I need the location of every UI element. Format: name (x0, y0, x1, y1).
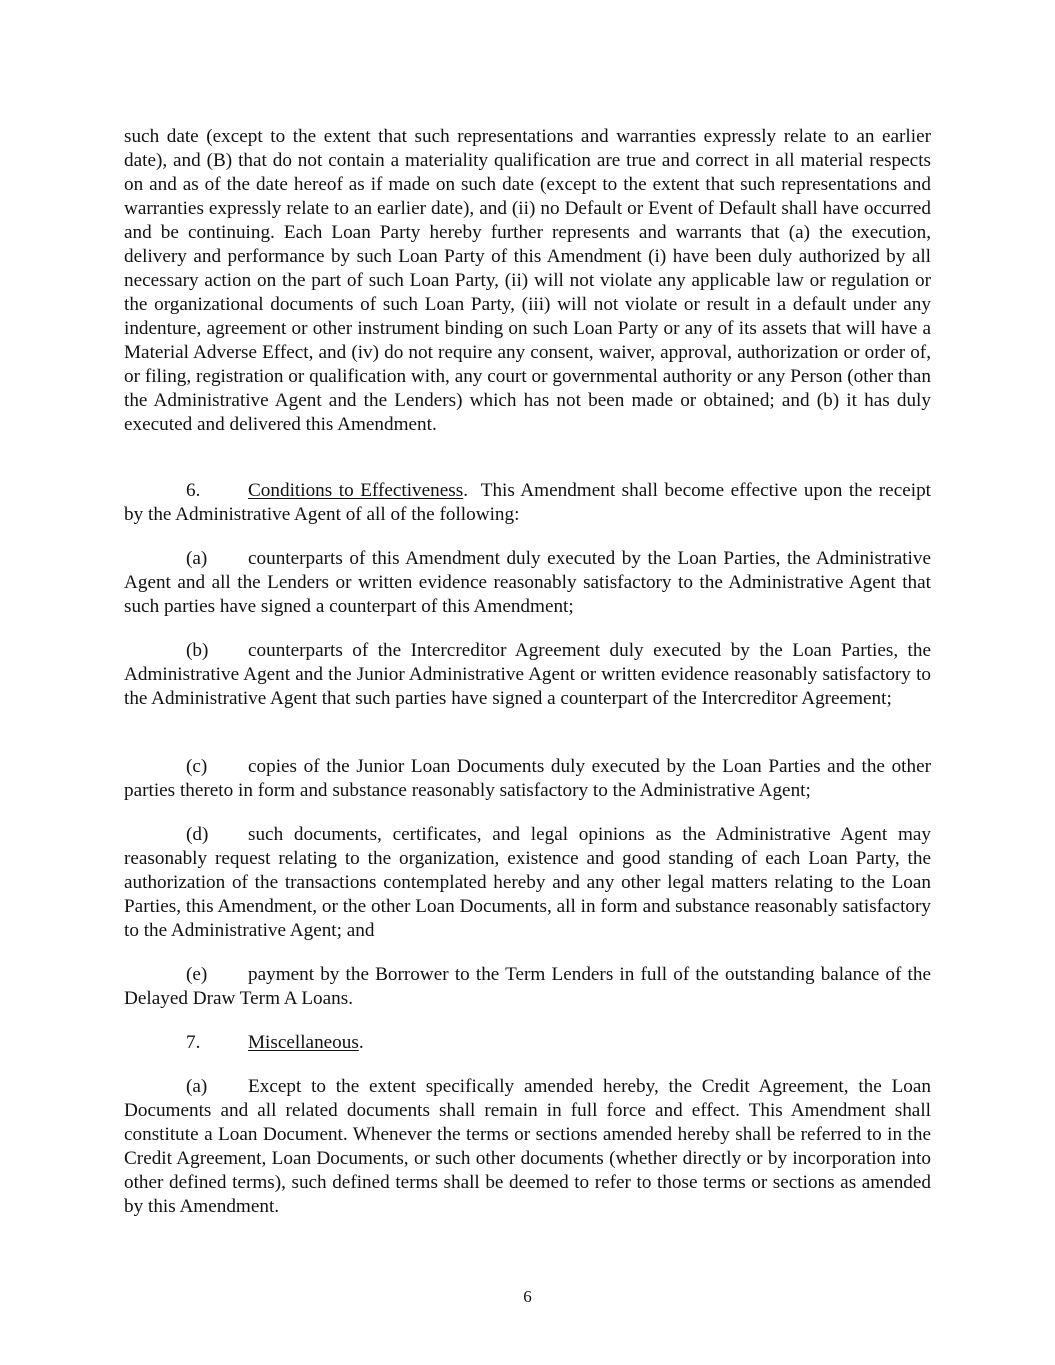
carryover-paragraph: such date (except to the extent that such representations and warranties expressly relate to an earlier date), and (B) that do not contain a materiality qualification are true and correct in all material respects on and as of the date hereof as if made on such date (except to the extent that such representations and warranties expressly relate to an earlier date), and (ii) no Default or Event of Default shall have occurred and be continuing. Each Loan Party hereby further represents and warrants that (a) the execution, delivery and performance by such Loan Party of this Amendment (i) have been duly authorized by all necessary action on the part of such Loan Party, (ii) will not violate any applicable law or regulation or the organizational documents of such Loan Party, (iii) will not violate or result in a default under any indenture, agreement or other instrument binding on such Loan Party or any of its assets that will have a Material Adverse Effect, and (iv) do not require any consent, waiver, approval, authorization or order of, or filing, registration or qualification with, any court or governmental authority or any Person (other than the Administrative Agent and the Lenders) which has not been made or obtained; and (b) it has duly executed and delivered this Amendment. (124, 126, 931, 435)
item-label: (c) (186, 756, 208, 777)
section-6-paragraph (124, 479, 931, 527)
item-label: (a) (186, 548, 208, 569)
section-6-text: This Amendment shall become effective upon the receipt by the Administrative Agent of all of the following: (124, 480, 931, 525)
item-text: counterparts of this Amendment duly executed by the Loan Parties, the Administrative Agent and all the Lenders or written evidence reasonably satisfactory to the Administrative Agent that such parties have signed a counterpart of this Amendment; (124, 548, 931, 617)
section-7-paragraph (124, 1031, 931, 1055)
section-6-item-a (124, 547, 931, 619)
section-7-heading-punct: . (358, 1032, 364, 1053)
section-6-number: 6. (186, 480, 201, 501)
item-label: (b) (186, 640, 209, 661)
section-6-heading: Conditions to Effectiveness (248, 480, 464, 501)
section-6-heading-punct: . (463, 480, 469, 501)
section-7-number: 7. (186, 1032, 201, 1053)
section-6-item-c (124, 755, 931, 803)
item-text: copies of the Junior Loan Documents duly executed by the Loan Parties and the other parties thereto in form and substance reasonably satisfactory to the Administrative Agent; (124, 756, 931, 801)
item-label: (e) (186, 964, 208, 985)
item-text: payment by the Borrower to the Term Lenders in full of the outstanding balance of the Delayed Draw Term A Loans. (124, 964, 931, 1009)
section-6-item-d (124, 823, 931, 943)
item-text: such documents, certificates, and legal opinions as the Administrative Agent may reasonably request relating to the organization, existence and good standing of each Loan Party, the authorization of the transactions contemplated hereby and any other legal matters relating to the Loan Parties, this Amendment, or the other Loan Documents, all in form and substance reasonably satisfactory to the Administrative Agent; and (124, 824, 931, 941)
section-6-item-e (124, 963, 931, 1011)
item-label: (a) (186, 1076, 208, 1097)
page-number: 6 (523, 1287, 532, 1306)
section-7-item-a (124, 1075, 931, 1219)
section-6-item-b (124, 639, 931, 711)
item-label: (d) (186, 824, 209, 845)
section-7-heading: Miscellaneous (248, 1032, 359, 1053)
item-text: counterparts of the Intercreditor Agreement duly executed by the Loan Parties, the Administrative Agent and the Junior Administrative Agent or written evidence reasonably satisfactory to the Administrative Agent that such parties have signed a counterpart of the Intercreditor Agreement; (124, 640, 931, 709)
item-text: Except to the extent specifically amended hereby, the Credit Agreement, the Loan Documents and all related documents shall remain in full force and effect. This Amendment shall constitute a Loan Document. Whenever the terms or sections amended hereby shall be referred to in the Credit Agreement, Loan Documents, or such other documents (whether directly or by incorporation into other defined terms), such defined terms shall be deemed to refer to those terms or sections as amended by this Amendment. (124, 1076, 931, 1217)
